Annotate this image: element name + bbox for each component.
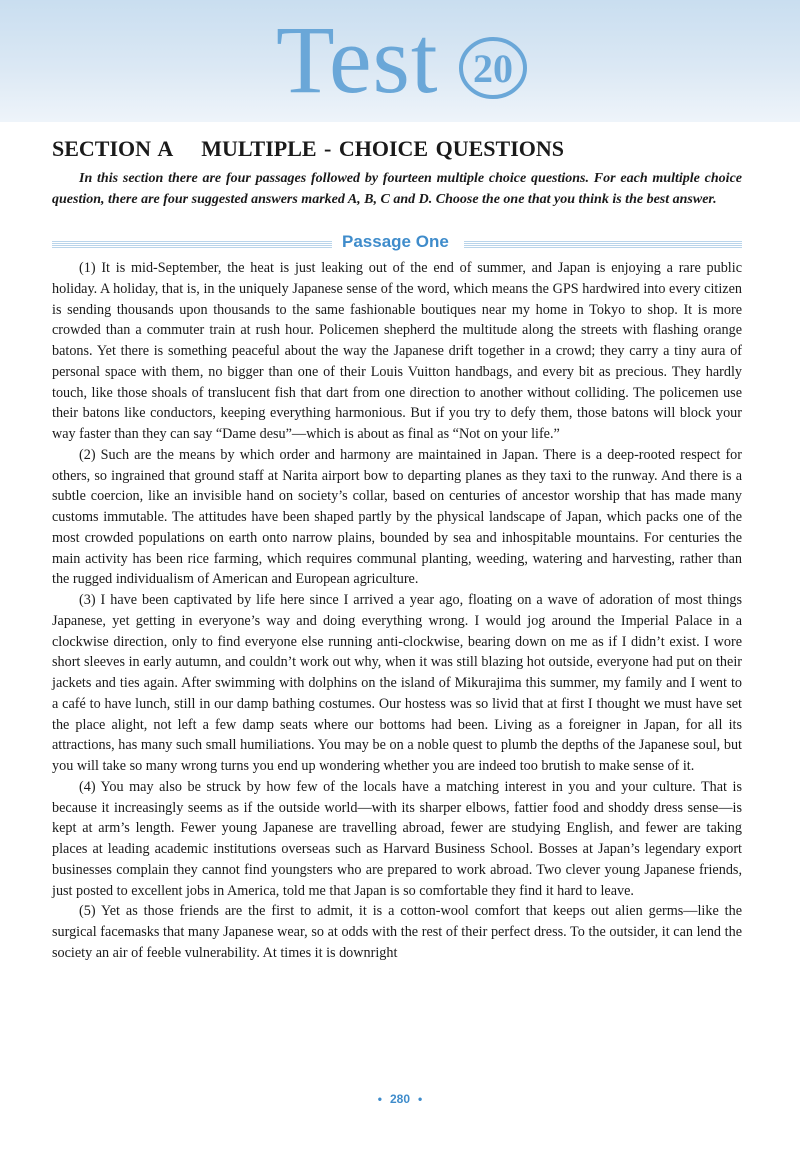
header-banner (0, 0, 800, 122)
section-heading (52, 136, 564, 162)
bullet-icon: • (377, 1092, 382, 1106)
paragraph: (4) You may also be struck by how few of the locals have a matching interest in you and your culture. That is because it increasingly seems as if the outside world—with its sharper elbows, fattier food and shoddy dress sense—is kept at arm’s length. Fewer young Japanese are travelling abroad, fewer are studying English, and fewer are taking places at leading academic institutions overseas such as Harvard Business School. Bosses at Japan’s legendary export businesses complain they cannot find youngsters who are prepared to work abroad. Two clever young Japanese friends, just posted to excellent jobs in America, told me that Japan is so comfortable they find it hard to leave. (52, 778, 742, 899)
decorative-rule-right (464, 241, 742, 248)
test-number: 20 (473, 45, 513, 91)
passage-heading-bar (52, 234, 742, 254)
test-title: Test (276, 6, 439, 113)
page-number (0, 1092, 800, 1106)
decorative-rule-left (52, 241, 332, 248)
bullet-icon: • (418, 1092, 423, 1106)
page-number-value: 280 (389, 1092, 411, 1106)
paragraph: (5) Yet as those friends are the first to admit, it is a cotton-wool comfort that keeps out alien germs—like the surgical facemasks that many Japanese wear, so at odds with the rest of their perfect dress. To the outsider, it can lend the society an air of feeble vulnerability. At times it is downright (52, 903, 742, 961)
section-title-text: MULTIPLE - CHOICE QUESTIONS (201, 136, 564, 161)
paragraph: (3) I have been captivated by life here since I arrived a year ago, floating on a wave of adoration of most things Japanese, yet getting in everyone’s way and doing everything wrong. I would jog around the Imperial Palace in a clockwise direction, only to find everyone else running anti-clockwise, bearing down on me as if I didn’t exist. I wore short sleeves in early autumn, and couldn’t work out why, when it was still blazing hot outside, everyone had put on their jackets and ties again. After swimming with dolphins on the island of Mikurajima this summer, my family and I went to a café to have lunch, still in our damp bathing costumes. Our hostess was so livid that at first I thought we must have set the place alight, not left a few damp seats where our bottoms had been. Living as a foreigner in Japan, for all its attractions, has many such small humiliations. You may be on a noble quest to plumb the depths of the Japanese soul, but you will take so many wrong turns you end up wondering whether you are indeed too brutish to make sense of it. (52, 592, 742, 774)
passage-title: Passage One (342, 232, 449, 251)
test-number-badge (458, 36, 528, 100)
section-label: SECTION A (52, 136, 174, 161)
section-instructions: In this section there are four passages followed by fourteen multiple choice questions. For each multiple choice question, there are four suggested answers marked A, B, C and D. Choose the one that you think is the best answer. (52, 171, 742, 207)
passage-body (52, 258, 742, 964)
paragraph: (2) Such are the means by which order and harmony are maintained in Japan. There is a deep-rooted respect for others, so ingrained that ground staff at Narita airport bow to departing planes as they taxi to the runway. And there is a subtle coercion, like an invisible hand on society’s collar, based on centuries of ancestor worship that has made many customs immutable. The attitudes have been shaped partly by the physical landscape of Japan, which packs one of the most crowded populations on earth onto narrow plains, bounded by sea and inhospitable mountains. For centuries the main activity has been rice farming, which requires communal planting, weeding, watering and harvesting, rather than the rugged individualism of American and European agriculture. (52, 446, 742, 588)
paragraph: (1) It is mid-September, the heat is just leaking out of the end of summer, and Japan is enjoying a rare public holiday. A holiday, that is, in the uniquely Japanese sense of the word, which means the GPS hardwired into every citizen is sending thousands upon thousands to the same fashionable boutiques near my home in Tokyo to shop. It is more crowded than a commuter train at rush hour. Policemen shepherd the multitude along the streets with flashing orange batons. Yet there is something peaceful about the way the Japanese drift together in a crowd; they carry a tiny aura of personal space with them, no bigger than one of their Louis Vuitton handbags, and every bit as precious. They hardly touch, like those shoals of translucent fish that dart from one direction to another without colliding. The policemen use their batons like conductors, keeping everything harmonious. But if you try to defy them, those batons will block your way faster than they can say “Dame desu”—which is about as final as “Not on your life.” (52, 260, 742, 442)
